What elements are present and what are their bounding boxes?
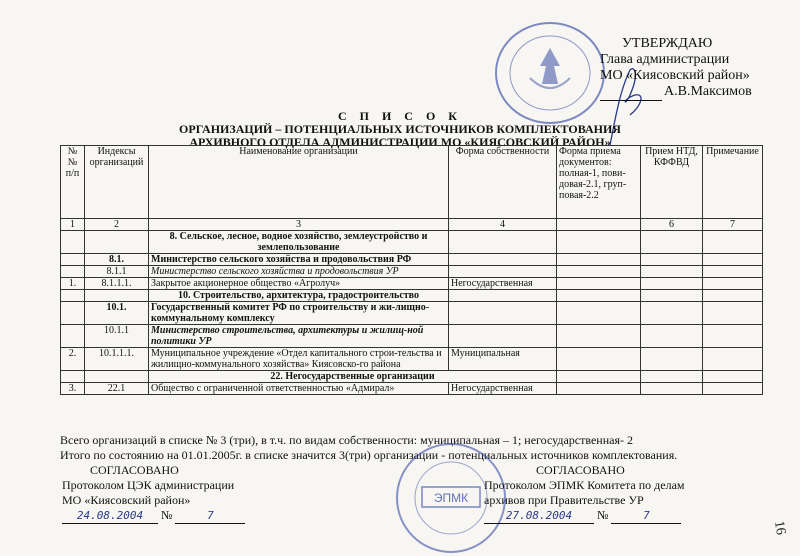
table-row	[61, 231, 763, 254]
approval-title: УТВЕРЖДАЮ	[622, 36, 713, 51]
row-number: 3.	[61, 383, 85, 395]
header-index: Индексы организаций	[85, 146, 149, 219]
summary-block	[60, 433, 677, 463]
agreement-right	[484, 463, 685, 524]
row-index: 10.1.1	[85, 325, 149, 348]
row-name: Государственный комитет РФ по строительству и жи-лищно-коммунальному комплексу	[149, 302, 449, 325]
agreement-right-no-label: №	[597, 508, 609, 522]
agreement-left-line-1: Протоколом ЦЭК администрации	[62, 478, 235, 492]
agreement-left-number: 7	[175, 508, 245, 524]
section-heading: 22. Негосударственные организации	[149, 371, 557, 383]
agreement-left	[62, 463, 245, 524]
document-title	[0, 110, 800, 149]
colnum-4: 4	[449, 219, 557, 231]
header-note: Примечание	[703, 146, 763, 219]
title-line-3: АРХИВНОГО ОТДЕЛА АДМИНИСТРАЦИИ МО «КИЯСОВСКИЙ РАЙОН»	[189, 135, 611, 149]
row-index: 8.1.1	[85, 266, 149, 278]
row-name: Общество с ограниченной ответственностью «Адмирал»	[149, 383, 449, 395]
table-row	[61, 254, 763, 266]
section-heading: 8. Сельское, лесное, водное хозяйство, землеустройство и землепользование	[149, 231, 449, 254]
row-name: Министерство строительства, архитектуры и жилищ-ной политики УР	[149, 325, 449, 348]
row-ownership: Негосударственная	[449, 278, 557, 290]
stamp-label: ЭПМК	[433, 491, 469, 505]
table-row	[61, 302, 763, 325]
row-number: 2.	[61, 348, 85, 371]
column-numbers-row	[61, 219, 763, 231]
table-header-row	[61, 146, 763, 219]
agreement-left-title: СОГЛАСОВАНО	[90, 463, 179, 477]
row-ownership: Муниципальная	[449, 348, 557, 371]
approval-position: Глава администрации	[600, 52, 730, 67]
colnum-3: 3	[149, 219, 449, 231]
colnum-7: 7	[703, 219, 763, 231]
table-row	[61, 383, 763, 395]
agreement-right-number: 7	[611, 508, 681, 524]
approval-organization: МО «Киясовский район»	[600, 68, 750, 83]
table-row	[61, 348, 763, 371]
table-row	[61, 290, 763, 302]
agreement-right-line-1: Протоколом ЭПМК Комитета по делам	[484, 478, 685, 492]
agreement-right-line-2: архивов при Правительстве УР	[484, 493, 644, 507]
header-ntd: Прием НТД, КФФВД	[641, 146, 703, 219]
header-num: №№ п/п	[61, 146, 85, 219]
agreement-left-line-2: МО «Киясовский район»	[62, 493, 191, 507]
colnum-6: 6	[641, 219, 703, 231]
header-acceptance-form: Форма приема документов: полная-1, пови-довая-2.1, груп-повая-2.2	[557, 146, 641, 219]
row-name: Муниципальное учреждение «Отдел капитального строи-тельства и жилищно-коммунального хозяйства» Киясовско-го района	[149, 348, 449, 371]
row-index: 8.1.1.1.	[85, 278, 149, 290]
row-index: 8.1.	[85, 254, 149, 266]
table-row	[61, 325, 763, 348]
agreement-left-date: 24.08.2004	[62, 508, 158, 524]
approval-name: А.В.Максимов	[664, 84, 752, 99]
row-name: Министерство сельского хозяйства и продовольствия УР	[149, 266, 449, 278]
row-index: 10.1.	[85, 302, 149, 325]
row-index: 22.1	[85, 383, 149, 395]
row-name: Министерство сельского хозяйства и продовольствия РФ	[149, 254, 449, 266]
agreement-right-title: СОГЛАСОВАНО	[536, 463, 625, 477]
agreement-left-no-label: №	[161, 508, 173, 522]
colnum-1: 1	[61, 219, 85, 231]
title-line-2: ОРГАНИЗАЦИЙ – ПОТЕНЦИАЛЬНЫХ ИСТОЧНИКОВ КОМПЛЕКТОВАНИЯ	[179, 122, 621, 136]
agreement-right-date: 27.08.2004	[484, 508, 594, 524]
table-row	[61, 371, 763, 383]
approval-block	[600, 36, 800, 101]
table-row	[61, 278, 763, 290]
page-number: 16	[770, 519, 789, 537]
signature-line	[600, 84, 662, 101]
row-index: 10.1.1.1.	[85, 348, 149, 371]
header-name: Наименование организации	[149, 146, 449, 219]
colnum-5	[557, 219, 641, 231]
title-word: С П И С О К	[337, 109, 463, 123]
section-heading: 10. Строительство, архитектура, градостроительство	[149, 290, 449, 302]
colnum-2: 2	[85, 219, 149, 231]
row-ownership: Негосударственная	[449, 383, 557, 395]
row-name: Закрытое акционерное общество «Агролуч»	[149, 278, 449, 290]
header-ownership: Форма собственности	[449, 146, 557, 219]
organizations-table	[60, 145, 763, 395]
summary-line-1: Всего организаций в списке № 3 (три), в т.ч. по видам собственности: муниципальная – 1; негосударственная- 2	[60, 433, 633, 447]
table-row	[61, 266, 763, 278]
summary-line-2: Итого по состоянию на 01.01.2005г. в списке значится 3(три) организации - потенциальных источников комплектования.	[60, 448, 678, 462]
row-number: 1.	[61, 278, 85, 290]
